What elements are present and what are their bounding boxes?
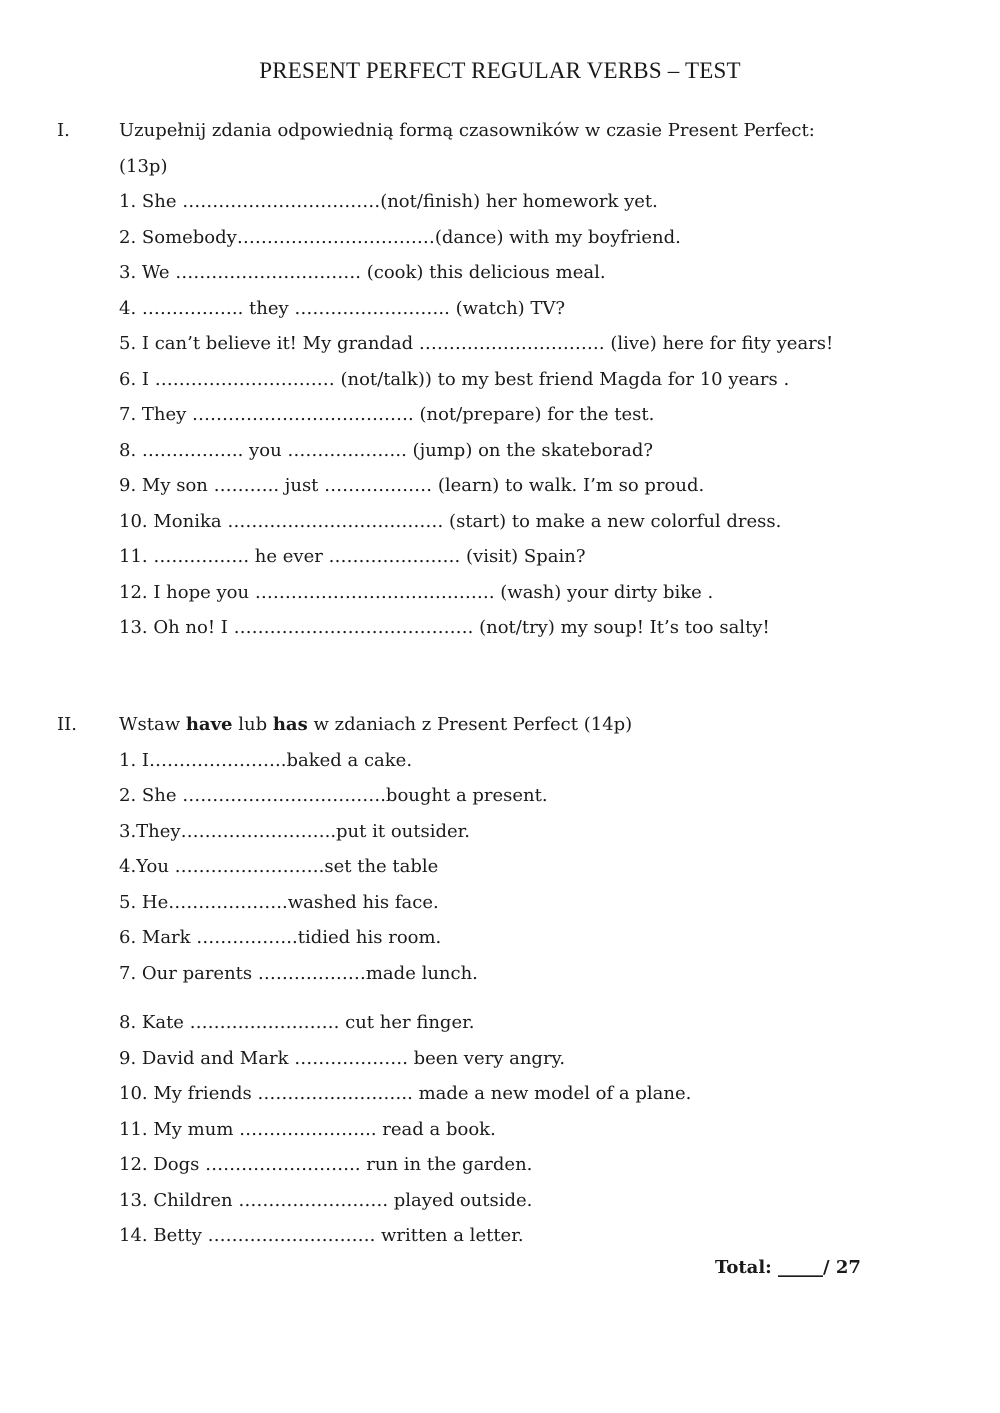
exercise-item: 11. ……………. he ever …………………. (visit) Spain?	[119, 546, 586, 567]
instruction-prefix: Wstaw	[119, 714, 186, 735]
item-gap	[119, 991, 909, 1005]
exercise-item: 8. Kate ……………………. cut her finger.	[119, 1012, 475, 1033]
exercise-item: 14. Betty ………………………. written a letter.	[119, 1225, 524, 1246]
exercise-item: 12. Dogs …………………….. run in the garden.	[119, 1154, 533, 1175]
exercise-item: 4.You …………………….set the table	[119, 856, 439, 877]
section-1-points: (13p)	[119, 155, 168, 177]
exercise-item: 5. I can’t believe it! My grandad …………………………. (live) here for fity years!	[119, 333, 834, 354]
exercise-item: 3. We …………………………. (cook) this delicious meal.	[119, 262, 606, 283]
exercise-item: 9. David and Mark ………………. been very angry.	[119, 1047, 566, 1069]
exercise-item: 3.They……………………..put it outsider.	[119, 820, 470, 842]
exercise-item: 10. Monika ……………………………… (start) to make a new colorful dress.	[119, 510, 782, 532]
total-score: Total: _____/ 27	[715, 1257, 861, 1278]
exercise-item: 4. …………….. they …………………….. (watch) TV?	[119, 297, 566, 319]
exercise-item: 6. I ………………………… (not/talk)) to my best friend Magda for 10 years .	[119, 368, 790, 390]
exercise-item: 13. Oh no! I …………………………………. (not/try) my soup! It’s too salty!	[119, 617, 770, 638]
instruction-suffix: w zdaniach z Present Perfect (14p)	[307, 714, 633, 735]
section-1-number: I.	[57, 120, 70, 141]
exercise-item: 7. They ………………………………. (not/prepare) for the test.	[119, 404, 655, 425]
exercise-item: 12. I hope you …………………………………. (wash) your dirty bike .	[119, 581, 714, 603]
exercise-item: 9. My son ……….. just ……………… (learn) to walk. I’m so proud.	[119, 475, 705, 496]
exercise-item: 8. …………….. you ……………….. (jump) on the skateborad?	[119, 439, 654, 461]
exercise-item: 7. Our parents ………………made lunch.	[119, 962, 478, 984]
exercise-item: 10. My friends …………………….. made a new model of a plane.	[119, 1083, 692, 1104]
section-2-number: II.	[57, 714, 77, 735]
exercise-item: 1. She ……………………………(not/finish) her homework yet.	[119, 191, 658, 212]
section-2-items-a	[119, 743, 909, 992]
instruction-have: have	[185, 714, 233, 735]
exercise-item: 5. He………………..washed his face.	[119, 891, 439, 913]
exercise-item: 11. My mum ………………….. read a book.	[119, 1118, 496, 1140]
section-2-items-b	[119, 1005, 909, 1254]
page-title: PRESENT PERFECT REGULAR VERBS – TEST	[259, 58, 741, 83]
section-1-instruction: Uzupełnij zdania odpowiednią formą czasowników w czasie Present Perfect:	[119, 120, 815, 141]
exercise-item: 6. Mark ……………..tidied his room.	[119, 927, 442, 948]
exercise-item: 2. Somebody……………………………(dance) with my boyfriend.	[119, 226, 681, 248]
exercise-item: 1. I…………………..baked a cake.	[119, 749, 413, 771]
section-1-items	[119, 184, 909, 646]
exercise-item: 13. Children ……………………. played outside.	[119, 1189, 533, 1211]
section-2-body	[119, 707, 909, 1254]
section-1-body	[119, 113, 909, 646]
exercise-item: 2. She …………………………….bought a present.	[119, 785, 548, 806]
instruction-mid: lub	[232, 714, 273, 735]
section-2-instruction	[119, 707, 909, 743]
instruction-has: has	[272, 714, 308, 735]
